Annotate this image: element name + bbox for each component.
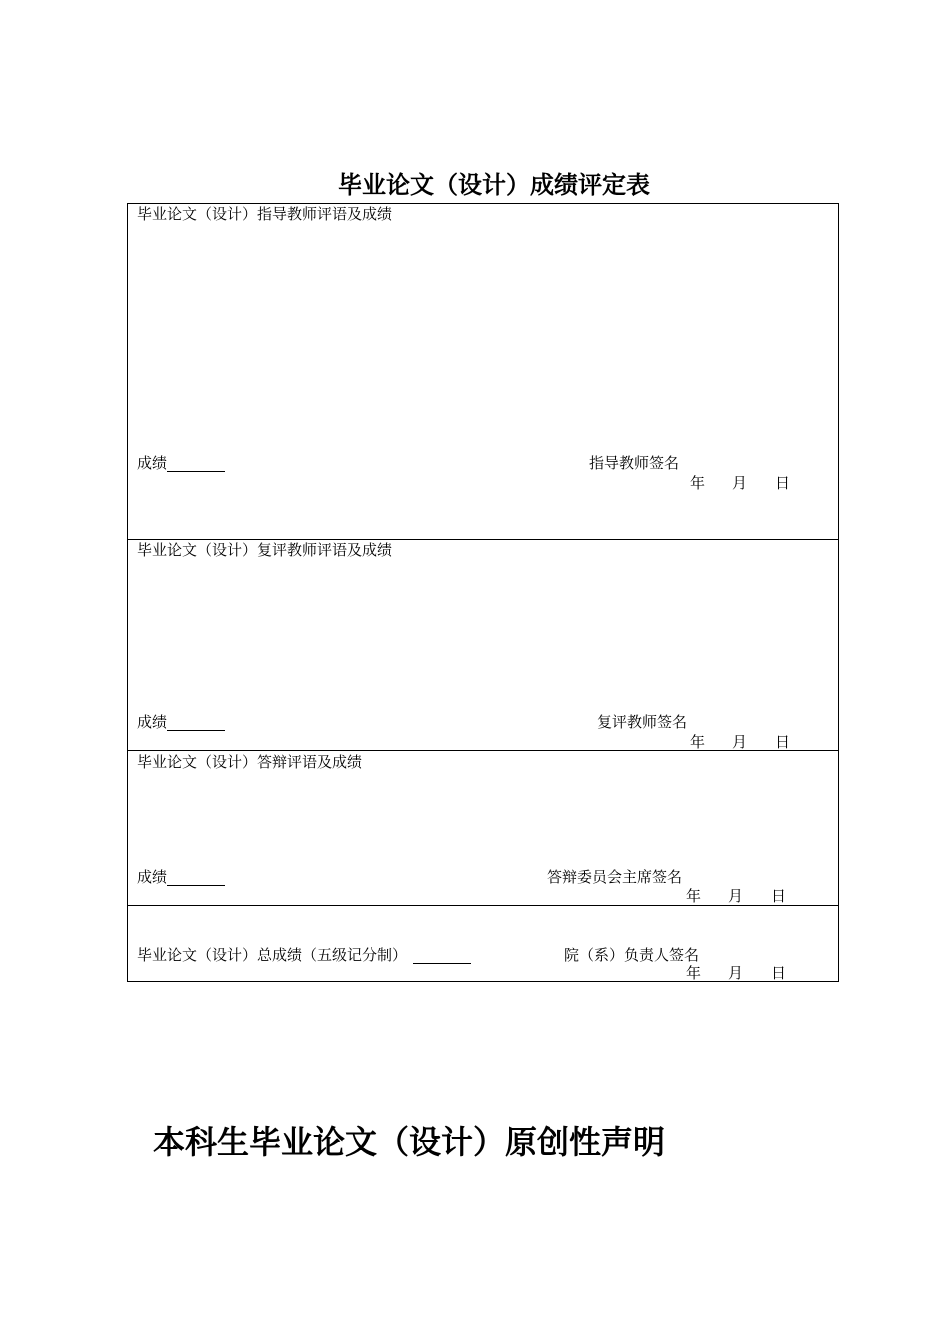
- date-year: 年: [686, 964, 702, 982]
- section-reviewer: [127, 539, 839, 751]
- grade-field: [137, 713, 225, 731]
- date-day: 日: [775, 733, 791, 751]
- signature-label: 指导教师签名: [589, 454, 680, 472]
- date-month: 月: [728, 887, 744, 905]
- section-header: 毕业论文（设计）答辩评语及成绩: [137, 753, 363, 771]
- grade-blank[interactable]: [167, 457, 225, 472]
- signature-label: 院（系）负责人签名: [564, 946, 700, 964]
- date-day: 日: [771, 964, 787, 982]
- section-defense: [127, 750, 839, 906]
- total-grade-label: 毕业论文（设计）总成绩（五级记分制）: [137, 946, 408, 964]
- declaration-title: 本科生毕业论文（设计）原创性声明: [153, 1123, 666, 1161]
- date-month: 月: [732, 733, 748, 751]
- date-year: 年: [690, 474, 706, 492]
- date-day: 日: [775, 474, 791, 492]
- grade-field: [137, 454, 225, 472]
- grade-label: 成绩: [137, 713, 168, 731]
- date-day: 日: [771, 887, 787, 905]
- date-year: 年: [690, 733, 706, 751]
- grade-blank[interactable]: [413, 949, 471, 964]
- signature-label: 答辩委员会主席签名: [547, 868, 683, 886]
- grade-blank[interactable]: [167, 871, 225, 886]
- date-month: 月: [728, 964, 744, 982]
- grade-field: [137, 868, 225, 886]
- grade-blank[interactable]: [167, 716, 225, 731]
- signature-label: 复评教师签名: [597, 713, 688, 731]
- total-grade-field: [137, 946, 471, 964]
- grade-label: 成绩: [137, 454, 168, 472]
- grade-label: 成绩: [137, 868, 168, 886]
- form-title: 毕业论文（设计）成绩评定表: [338, 171, 650, 199]
- date-year: 年: [686, 887, 702, 905]
- section-header: 毕业论文（设计）指导教师评语及成绩: [137, 205, 393, 223]
- section-header: 毕业论文（设计）复评教师评语及成绩: [137, 541, 393, 559]
- date-month: 月: [732, 474, 748, 492]
